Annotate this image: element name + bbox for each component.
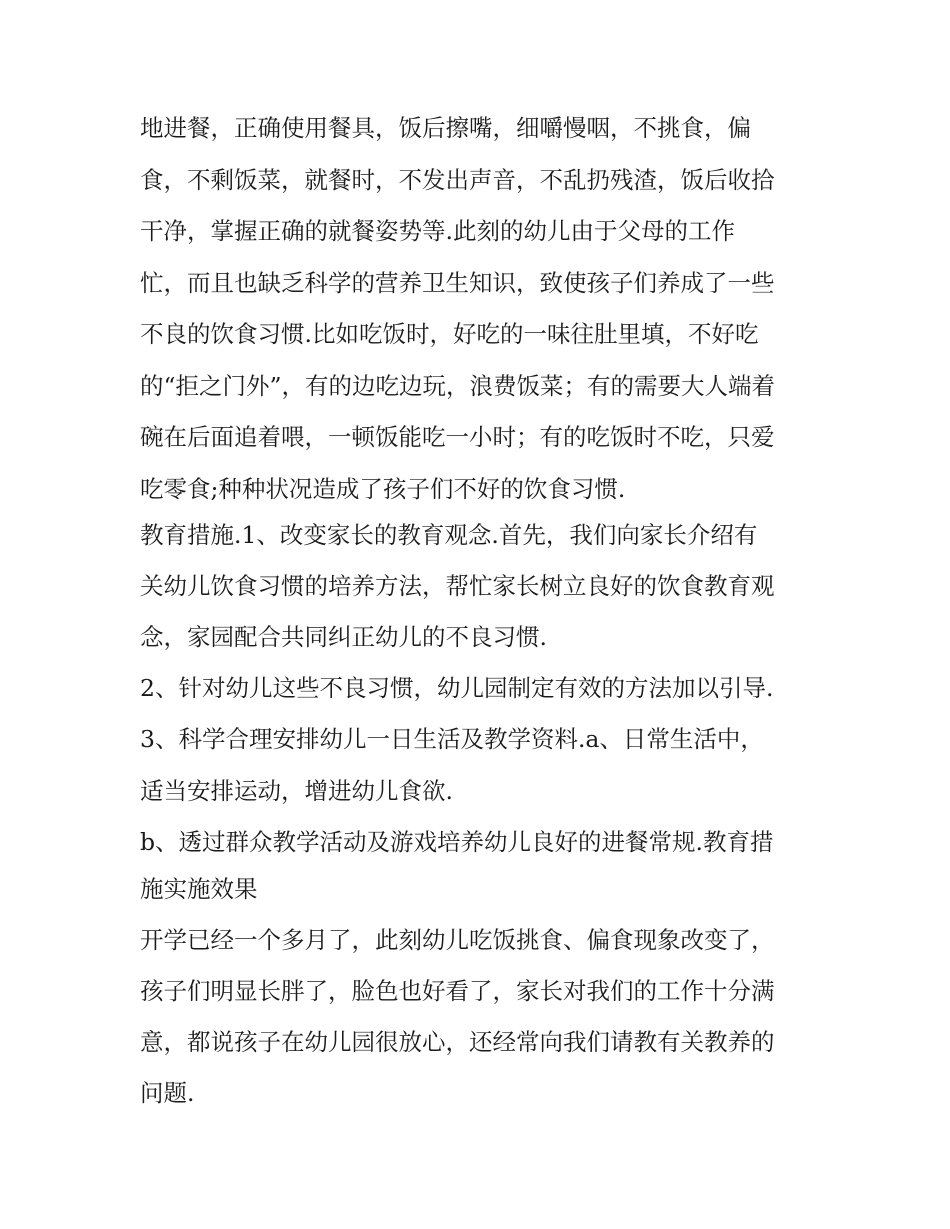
text-line: 干净，掌握正确的就餐姿势等.此刻的幼儿由于父母的工作 <box>140 217 735 245</box>
text-line: 意，都说孩子在幼儿园很放心，还经常向我们请教有关教养的 <box>140 1028 775 1056</box>
text-line: b、透过群众教学活动及游戏培养幼儿良好的进餐常规.教育措 <box>140 828 774 856</box>
text-line: 忙，而且也缺乏科学的营养卫生知识，致使孩子们养成了一些 <box>140 269 775 297</box>
text-line: 地进餐，正确使用餐具，饭后擦嘴，细嚼慢咽，不挑食，偏 <box>140 114 751 142</box>
text-line: 关幼儿饮食习惯的培养方法，帮忙家长树立良好的饮食教育观 <box>140 572 775 600</box>
text-line: 2、针对幼儿这些不良习惯，幼儿园制定有效的方法加以引导. <box>140 674 774 702</box>
text-line: 吃零食;种种状况造成了孩子们不好的饮食习惯. <box>140 475 626 503</box>
text-line: 施实施效果 <box>140 875 258 903</box>
text-line: 不良的饮食习惯.比如吃饭时，好吃的一味往肚里填，不好吃 <box>140 320 759 348</box>
text-line: 孩子们明显长胖了，脸色也好看了，家长对我们的工作十分满 <box>140 977 775 1005</box>
text-line: 食，不剩饭菜，就餐时，不发出声音，不乱扔残渣，饭后收拾 <box>140 166 775 194</box>
text-line: 开学已经一个多月了，此刻幼儿吃饭挑食、偏食现象改变了， <box>140 926 775 954</box>
text-line: 的“拒之门外”，有的边吃边玩，浪费饭菜；有的需要大人端着 <box>140 372 776 400</box>
text-line: 碗在后面追着喂，一顿饭能吃一小时；有的吃饭时不吃，只爱 <box>140 423 775 451</box>
text-line: 适当安排运动，增进幼儿食欲. <box>140 777 453 805</box>
text-line: 3、科学合理安排幼儿一日生活及教学资料.a、日常生活中， <box>140 725 764 753</box>
text-line: 教育措施.1、改变家长的教育观念.首先，我们向家长介绍有 <box>140 521 758 549</box>
text-line: 问题. <box>140 1079 195 1107</box>
text-line: 念，家园配合共同纠正幼儿的不良习惯. <box>140 623 547 651</box>
